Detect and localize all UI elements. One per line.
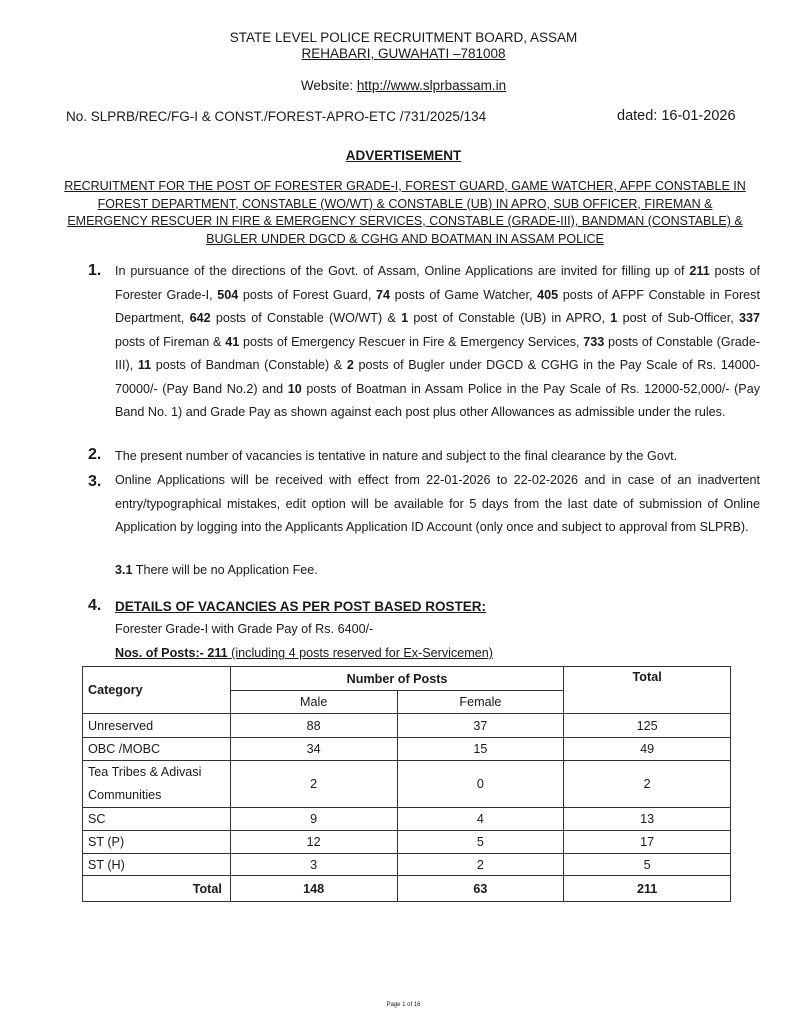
reference-number: No. SLPRB/REC/FG-I & CONST./FOREST-APRO-ETC /731/2025/134 [66,109,487,124]
section-2-number: 2. [88,446,102,463]
section-4-title: DETAILS OF VACANCIES AS PER POST BASED ROSTER: [115,599,487,614]
header-category: Category [83,667,231,714]
row-total: 17 [564,831,731,854]
section-1-text: In pursuance of the directions of the Govt. of Assam, Online Applications are invited for filling up of 211 posts of Forester Grade-I, 504 posts of Forest Guard, 74 posts of Game Watcher, 405 posts of AFPF Constable in Forest Department, 642 posts of Constable (WO/WT) & 1 post of Constable (UB) in APRO, 1 post of Sub-Officer, 337 posts of Fireman & 41 posts of Emergency Rescuer in Fire & Emergency Services, 733 posts of Constable (Grade-III), 11 posts of Bandman (Constable) & 2 posts of Bugler under DGCD & CGHG in the Pay Scale of Rs. 14000-70000/- (Pay Band No.2) and 10 posts of Boatman in Assam Police in the Pay Scale of Rs. 12000-52,000/- (Pay Band No. 1) and Grade Pay as shown against each post plus other Allowances as admissible under the rules. [115,264,761,419]
total-female: 63 [397,876,564,902]
row-male: 2 [230,761,397,808]
row-total: 13 [564,808,731,831]
row-female: 4 [397,808,564,831]
website-line [0,78,807,93]
advertisement-title: ADVERTISEMENT [345,148,462,163]
post-description: Forester Grade-I with Grade Pay of Rs. 6400/- [115,622,374,636]
row-category: SC [83,808,231,831]
row-category: ST (P) [83,831,231,854]
table-row [83,808,731,831]
total-male: 148 [230,876,397,902]
org-name: STATE LEVEL POLICE RECRUITMENT BOARD, ASSAM [229,30,578,45]
row-female: 2 [397,854,564,876]
row-category: OBC /MOBC [83,738,231,761]
table-row [83,854,731,876]
row-female: 5 [397,831,564,854]
table-row [83,714,731,738]
row-female: 37 [397,714,564,738]
row-total: 125 [564,714,731,738]
advertisement-subject: RECRUITMENT FOR THE POST OF FORESTER GRADE-I, FOREST GUARD, GAME WATCHER, AFPF CONSTABLE IN FOREST DEPARTMENT, CONSTABLE (WO/WT) & CONSTABLE (UB) IN APRO, SUB OFFICER, FIREMAN & EMERGENCY RESCUER IN FIRE & EMERGENCY SERVICES, CONSTABLE (GRADE-III), BANDMAN (CONSTABLE) & BUGLER UNDER DGCD & CGHG AND BOATMAN IN ASSAM POLICE [64,179,746,246]
org-address: REHABARI, GUWAHATI –781008 [301,46,506,61]
section-3-text: Online Applications will be received with effect from 22-01-2026 to 22-02-2026 and in case of an inadvertent entry/typographical mistakes, edit option will be available for 5 days from the last date of submission of Online Application by logging into the Applicants Application ID Account (only once and subject to approval from SLPRB). [115,473,760,534]
table-row [83,761,731,808]
section-3-number: 3. [88,473,102,490]
row-male: 9 [230,808,397,831]
header-total: Total [564,667,731,714]
row-total: 5 [564,854,731,876]
section-2-text: The present number of vacancies is tentative in nature and subject to the final clearance by the Govt. [115,449,678,463]
section-1-number: 1. [88,262,102,279]
row-male: 88 [230,714,397,738]
website-label: Website: [300,78,357,93]
row-male: 34 [230,738,397,761]
table-total-row [83,876,731,902]
row-female: 15 [397,738,564,761]
row-total: 49 [564,738,731,761]
vacancy-table [82,666,731,902]
table-row [83,831,731,854]
row-category: ST (H) [83,854,231,876]
number-of-posts: Nos. of Posts:- 211 (including 4 posts reserved for Ex-Servicemen) [115,646,493,660]
page-number: Page 1 of 16 [386,1002,421,1008]
row-total: 2 [564,761,731,808]
total-label: Total [83,876,231,902]
header-male: Male [230,691,397,714]
row-male: 12 [230,831,397,854]
header-number-of-posts: Number of Posts [230,667,563,691]
row-category: Unreserved [83,714,231,738]
total-overall: 211 [564,876,731,902]
section-4-number: 4. [88,597,102,614]
row-female: 0 [397,761,564,808]
row-category: Tea Tribes & Adivasi Communities [83,761,231,808]
header-female: Female [397,691,564,714]
reference-date: dated: 16-01-2026 [617,108,736,124]
website-link[interactable]: http://www.slprbassam.in [356,78,507,93]
row-male: 3 [230,854,397,876]
table-row [83,738,731,761]
section-3-1: 3.1 There will be no Application Fee. [115,563,318,577]
